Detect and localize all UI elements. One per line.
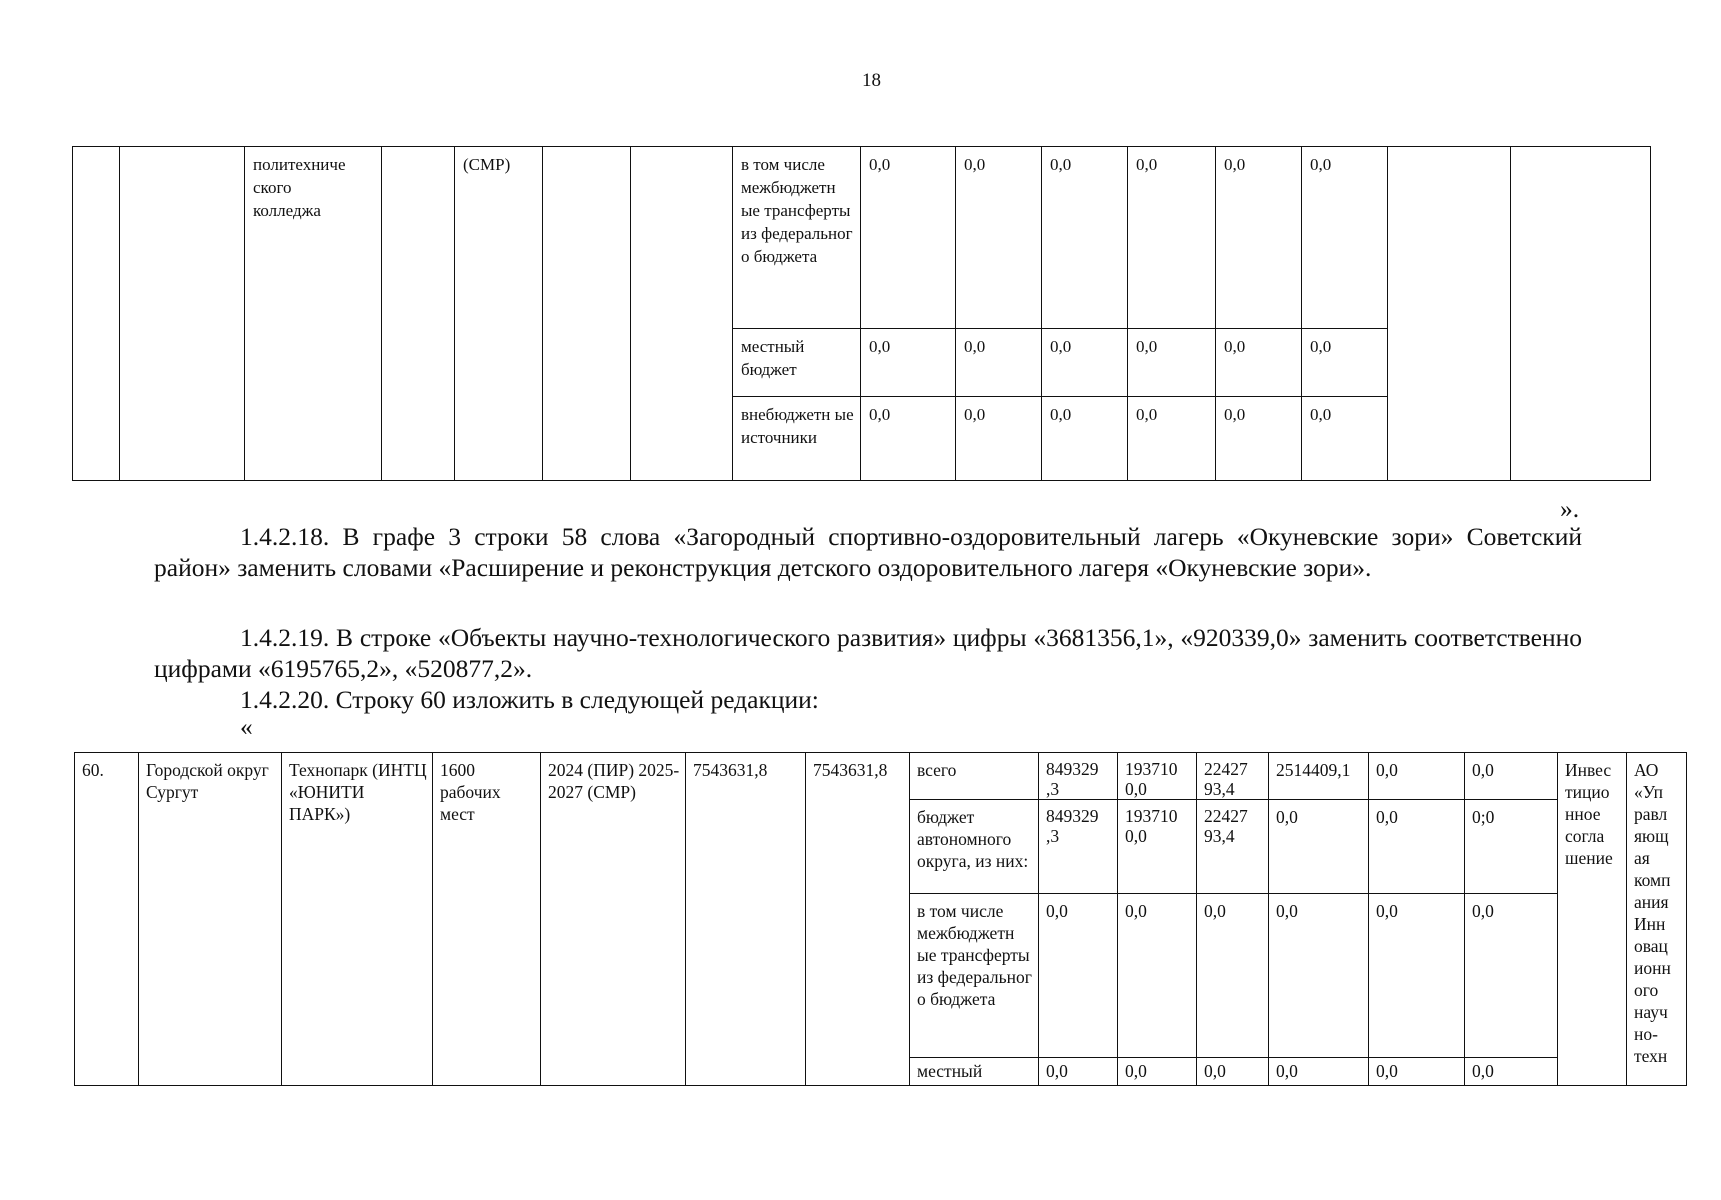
- cell-mechanism: Инвес тицио нное согла шение: [1558, 753, 1627, 1086]
- cell-value: 0,0: [1369, 800, 1465, 894]
- cell-value: 193710 0,0: [1118, 800, 1197, 894]
- cell-responsible: [1511, 147, 1651, 481]
- cell-value: 193710 0,0: [1118, 753, 1197, 800]
- program-table-continuation: [72, 146, 1651, 481]
- cell-value: 0,0: [861, 147, 956, 329]
- closing-quote: ».: [1560, 494, 1580, 523]
- cell-municipality: [120, 147, 245, 481]
- cell-number: 60.: [75, 753, 139, 1086]
- cell-capacity: 1600 рабочих мест: [433, 753, 541, 1086]
- cell-funding-source: всего: [910, 753, 1039, 800]
- paragraph-text: 1.4.2.18. В графе 3 строки 58 слова «Загородный спортивно-оздоровительный лагерь «Окуневские зори» Советский район» заменить словами «Расширение и реконструкция детского оздоровительного лагеря «Окуневские зори».: [154, 522, 1582, 582]
- cell-value: 0,0: [1216, 147, 1302, 329]
- cell-value: 22427 93,4: [1197, 800, 1269, 894]
- cell-value: 0,0: [861, 329, 956, 397]
- cell-value: 0,0: [1269, 800, 1369, 894]
- cell-value: 0,0: [956, 147, 1042, 329]
- cell-value: 849329 ,3: [1039, 753, 1118, 800]
- cell-object-name: политехниче ского колледжа: [245, 147, 382, 481]
- cell-period: (СМР): [455, 147, 543, 481]
- cell-value: 0,0: [1042, 397, 1128, 481]
- cell-value: 0,0: [1302, 147, 1388, 329]
- cell-mechanism: [1388, 147, 1511, 481]
- cell-funding-source: бюджет автономного округа, из них:: [910, 800, 1039, 894]
- cell-number: [73, 147, 120, 481]
- cell-cost-total: [543, 147, 631, 481]
- cell-cost-remaining: [631, 147, 733, 481]
- cell-value: 0,0: [861, 397, 956, 481]
- cell-value: 0,0: [1216, 397, 1302, 481]
- cell-value: 0,0: [1042, 329, 1128, 397]
- cell-funding-source: местный бюджет: [733, 329, 861, 397]
- paragraph-text: 1.4.2.19. В строке «Объекты научно-технологического развития» цифры «3681356,1», «920339,0» заменить соответственно цифрами «6195765,2», «520877,2».: [154, 623, 1582, 683]
- cell-value: 0,0: [1269, 1058, 1369, 1086]
- cell-value: 0,0: [1197, 1058, 1269, 1086]
- cell-cost-remaining: 7543631,8: [806, 753, 910, 1086]
- cell-value: 0,0: [1465, 1058, 1558, 1086]
- cell-period: 2024 (ПИР) 2025-2027 (СМР): [541, 753, 686, 1086]
- cell-value: 0,0: [1269, 894, 1369, 1058]
- row-60-table: [74, 752, 1687, 1086]
- cell-value: 0,0: [1369, 894, 1465, 1058]
- cell-value: 0,0: [1302, 329, 1388, 397]
- cell-object-name: Технопарк (ИНТЦ «ЮНИТИ ПАРК»): [282, 753, 433, 1086]
- cell-value: 22427 93,4: [1197, 753, 1269, 800]
- cell-value: 0,0: [1465, 894, 1558, 1058]
- page-number: 18: [862, 70, 881, 91]
- cell-funding-source: местный: [910, 1058, 1039, 1086]
- cell-value: 849329 ,3: [1039, 800, 1118, 894]
- cell-value: 0,0: [1039, 894, 1118, 1058]
- cell-value: 0,0: [1128, 329, 1216, 397]
- cell-value: 0,0: [1216, 329, 1302, 397]
- cell-responsible: АО «Уп равл яющ ая комп ания Инн овац ионн ого науч но- техн: [1627, 753, 1687, 1086]
- cell-value: 0,0: [1369, 1058, 1465, 1086]
- cell-value: 2514409,1: [1269, 753, 1369, 800]
- cell-value: 0,0: [1042, 147, 1128, 329]
- opening-quote: «: [240, 712, 253, 741]
- cell-capacity: [382, 147, 455, 481]
- cell-value: 0,0: [956, 329, 1042, 397]
- cell-value: 0,0: [1118, 894, 1197, 1058]
- cell-value: 0,0: [956, 397, 1042, 481]
- cell-value: 0,0: [1128, 147, 1216, 329]
- cell-value: 0,0: [1039, 1058, 1118, 1086]
- cell-value: 0,0: [1369, 753, 1465, 800]
- paragraph-1-4-2-18: [154, 521, 1582, 583]
- cell-value: 0,0: [1465, 753, 1558, 800]
- cell-municipality: Городской округ Сургут: [139, 753, 282, 1086]
- cell-funding-source: в том числе межбюджетн ые трансферты из федеральног о бюджета: [733, 147, 861, 329]
- cell-value: 0,0: [1197, 894, 1269, 1058]
- cell-funding-source: в том числе межбюджетн ые трансферты из федеральног о бюджета: [910, 894, 1039, 1058]
- cell-value: 0,0: [1118, 1058, 1197, 1086]
- cell-funding-source: внебюджетн ые источники: [733, 397, 861, 481]
- cell-value: 0,0: [1302, 397, 1388, 481]
- paragraph-1-4-2-19: [154, 622, 1582, 684]
- cell-value: 0;0: [1465, 800, 1558, 894]
- cell-cost-total: 7543631,8: [686, 753, 806, 1086]
- paragraph-1-4-2-20: 1.4.2.20. Строку 60 изложить в следующей редакции:: [240, 685, 819, 714]
- cell-value: 0,0: [1128, 397, 1216, 481]
